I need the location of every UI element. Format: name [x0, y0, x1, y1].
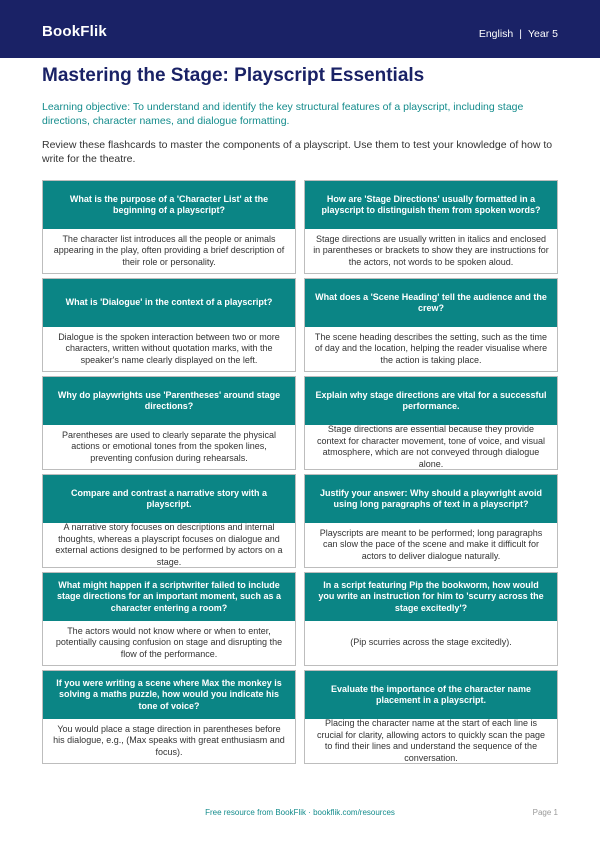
card-answer: You would place a stage direction in parentheses before his dialogue, e.g., (Max speaks with great enthusiasm and focus).: [53, 723, 285, 757]
card-answer: Stage directions are essential because they provide context for character movement, tone of voice, and visual atmosphere, which are not conveyed through dialogue alone.: [316, 424, 546, 469]
card-answer: (Pip scurries across the stage excitedly).: [350, 637, 512, 648]
flashcard[interactable]: [304, 670, 558, 764]
separator: |: [519, 28, 523, 40]
card-question: How are 'Stage Directions' usually formatted in a playscript to distinguish them from spoken words?: [305, 181, 557, 229]
flashcard[interactable]: [304, 474, 558, 568]
card-question: What is the purpose of a 'Character List' at the beginning of a playscript?: [43, 181, 295, 229]
flashcard[interactable]: [304, 180, 558, 274]
card-question: Why do playwrights use 'Parentheses' around stage directions?: [43, 377, 295, 425]
language-label: English: [478, 28, 514, 40]
flashcard[interactable]: [304, 278, 558, 372]
card-answer: The character list introduces all the people or animals appearing in the play, often providing a brief description of their role or personality.: [53, 233, 285, 267]
card-answer: A narrative story focuses on descriptions and internal thoughts, whereas a playscript focuses on dialogue and external actions designed to be performed by actors on a stage.: [55, 522, 283, 567]
card-answer: Stage directions are usually written in italics and enclosed in parentheses or brackets to show they are instructions for the actors, not words to be spoken aloud.: [313, 233, 549, 267]
card-question: What is 'Dialogue' in the context of a playscript?: [43, 279, 295, 327]
flashcard[interactable]: [42, 572, 296, 666]
card-question: If you were writing a scene where Max the monkey is solving a maths puzzle, how would you indicate his tone of voice?: [43, 671, 295, 719]
card-question: Compare and contrast a narrative story with a playscript.: [43, 475, 295, 523]
card-answer: The actors would not know where or when to enter, potentially causing confusion on stage and disrupting the flow of the performance.: [55, 625, 283, 659]
flashcard[interactable]: [42, 474, 296, 568]
page-title: Mastering the Stage: Playscript Essentials: [42, 65, 425, 86]
card-question: In a script featuring Pip the bookworm, how would you write an instruction for him to 'scurry across the stage excitedly'?: [305, 573, 557, 621]
card-question: What does a 'Scene Heading' tell the audience and the crew?: [305, 279, 557, 327]
header-bar: [0, 0, 600, 58]
flashcard[interactable]: [42, 180, 296, 274]
card-question: What might happen if a scriptwriter failed to include stage directions for an important moment, such as a character entering a room?: [43, 573, 295, 621]
flashcard[interactable]: [42, 278, 296, 372]
flashcard[interactable]: [42, 376, 296, 470]
card-answer: Playscripts are meant to be performed; long paragraphs can slow the pace of the scene and make it difficult for actors to deliver dialogue naturally.: [319, 527, 543, 561]
page-number: Page 1: [532, 808, 558, 817]
learning-objective: Learning objective: To understand and identify the key structural features of a playscript, including stage directions, character names, and dialogue formatting.: [42, 101, 524, 127]
brand-logo[interactable]: BookFlik: [42, 23, 107, 40]
card-answer: The scene heading describes the setting, such as the time of day and the location, helping the reader visualise where the action is taking place.: [314, 331, 548, 365]
flashcard[interactable]: [304, 572, 558, 666]
footer-text[interactable]: Free resource from BookFlik · bookflik.com/resources: [205, 808, 395, 817]
card-answer: Parentheses are used to clearly separate the physical actions or emotional tones from the spoken lines, preventing confusion during rehearsals.: [61, 429, 277, 463]
header-meta: [479, 28, 558, 40]
flashcard[interactable]: [304, 376, 558, 470]
year-label: Year 5: [528, 28, 558, 40]
card-answer: Dialogue is the spoken interaction between two or more characters, written without quotation marks, with the speaker's name clearly displayed on the left.: [58, 331, 280, 365]
card-answer: Placing the character name at the start of each line is crucial for clarity, allowing actors to quickly scan the page to find their lines and understand the sequence of the conversation.: [317, 718, 545, 763]
intro-text: Review these flashcards to master the components of a playscript. Use them to test your knowledge of how to write for the theatre.: [42, 139, 553, 165]
card-question: Evaluate the importance of the character name placement in a playscript.: [305, 671, 557, 719]
card-question: Justify your answer: Why should a playwright avoid using long paragraphs of text in a playscript?: [305, 475, 557, 523]
flashcard[interactable]: [42, 670, 296, 764]
card-question: Explain why stage directions are vital for a successful performance.: [305, 377, 557, 425]
